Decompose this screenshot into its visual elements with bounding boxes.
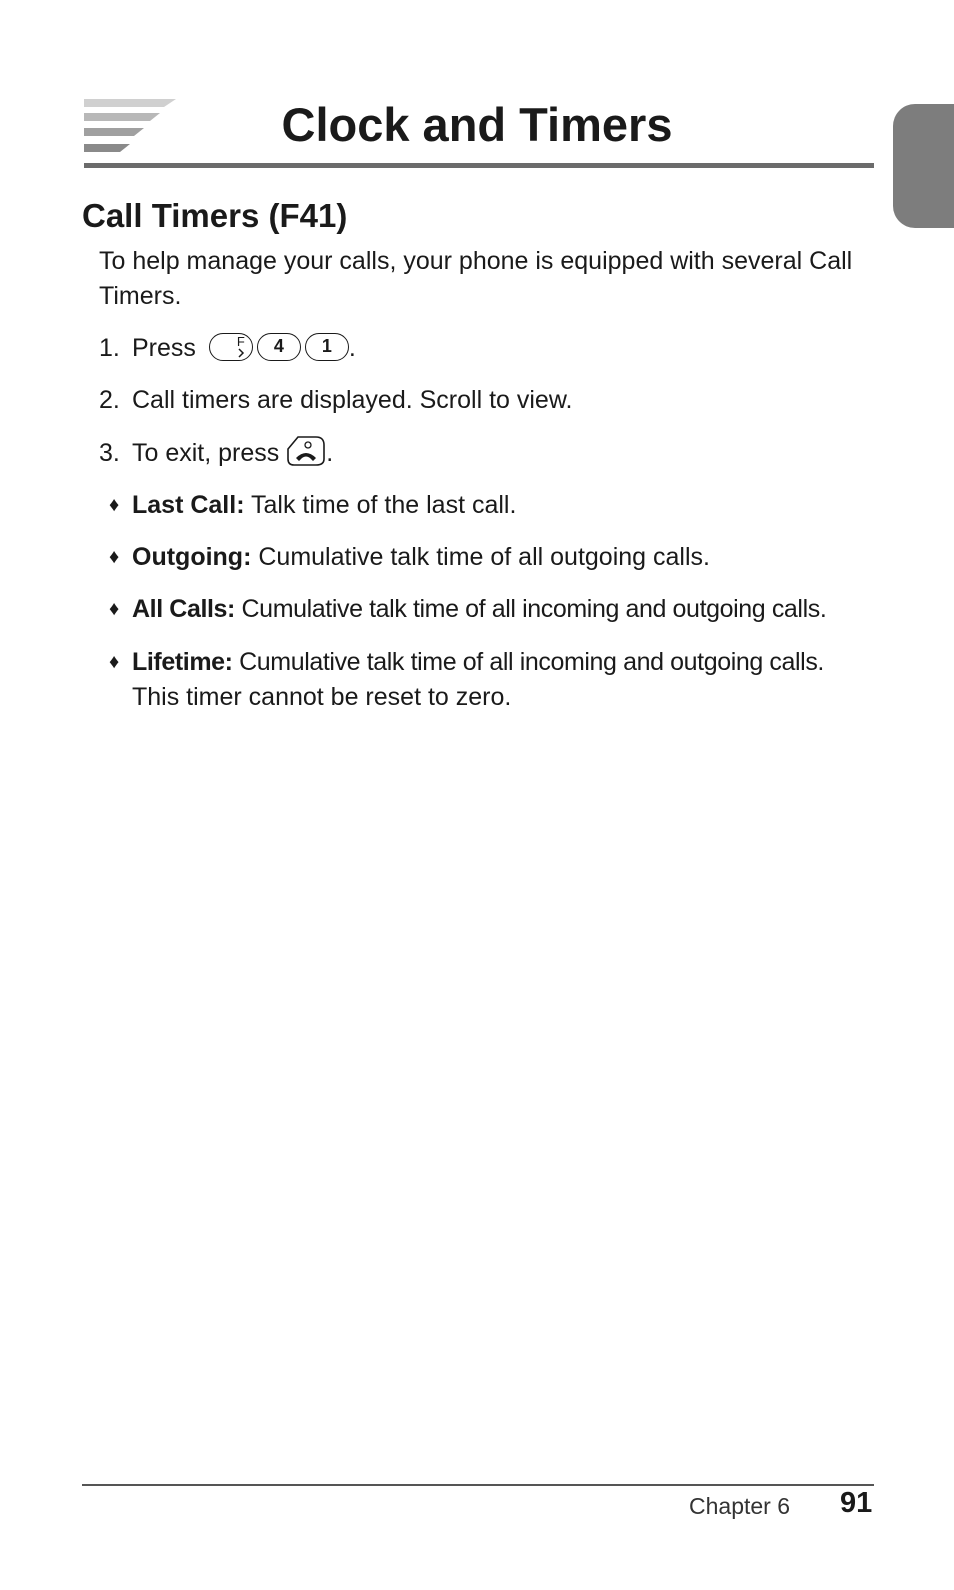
bullet-description: Talk time of the last call. [251, 491, 517, 519]
step-3: 3. To exit, press . [99, 436, 333, 471]
step-text: Call timers are displayed. Scroll to view. [132, 386, 573, 414]
bullet-description: Cumulative talk time of all incoming and outgoing calls. [241, 595, 827, 623]
bullet-term: Last Call: [132, 491, 245, 519]
function-key-icon: F [209, 333, 253, 361]
key-4-icon: 4 [257, 333, 301, 361]
bullet-term: Lifetime: [132, 648, 233, 676]
intro-paragraph: To help manage your calls, your phone is equipped with several Call Timers. [99, 247, 853, 310]
bullet-description: Cumulative talk time of all incoming and outgoing calls. [239, 648, 824, 676]
bullet-diamond-icon: ♦ [109, 598, 120, 620]
bullet-diamond-icon: ♦ [109, 651, 120, 673]
footer-divider [82, 1484, 874, 1486]
step-1: 1. Press F 4 1 . [99, 331, 356, 366]
chapter-title: Clock and Timers [281, 98, 673, 151]
bullet-description-continued: This timer cannot be reset to zero. [132, 683, 512, 711]
step-number: 1. [99, 334, 120, 362]
step-text: To exit, press [132, 439, 280, 467]
bullet-diamond-icon: ♦ [109, 546, 120, 568]
step-number: 3. [99, 439, 120, 467]
bullet-description: Cumulative talk time of all outgoing calls. [258, 543, 710, 571]
step-number: 2. [99, 386, 120, 414]
bullet-item-all-calls [109, 592, 879, 627]
bullet-item-lifetime [109, 645, 879, 715]
bullet-term: All Calls: [132, 595, 235, 623]
key-1-icon: 1 [305, 333, 349, 361]
page-number: 91 [840, 1487, 873, 1519]
step-text: Press [132, 334, 196, 362]
bullet-term: Outgoing: [132, 543, 252, 571]
bullet-item-last-call [109, 488, 879, 523]
step-2 [99, 383, 572, 418]
end-call-key-icon [286, 435, 326, 467]
section-heading: Call Timers (F41) [82, 197, 348, 234]
chapter-edge-tab [893, 104, 954, 228]
footer-chapter-label: Chapter 6 [689, 1493, 791, 1519]
bullet-diamond-icon: ♦ [109, 494, 120, 516]
bullet-item-outgoing [109, 540, 879, 575]
title-divider [84, 163, 874, 168]
